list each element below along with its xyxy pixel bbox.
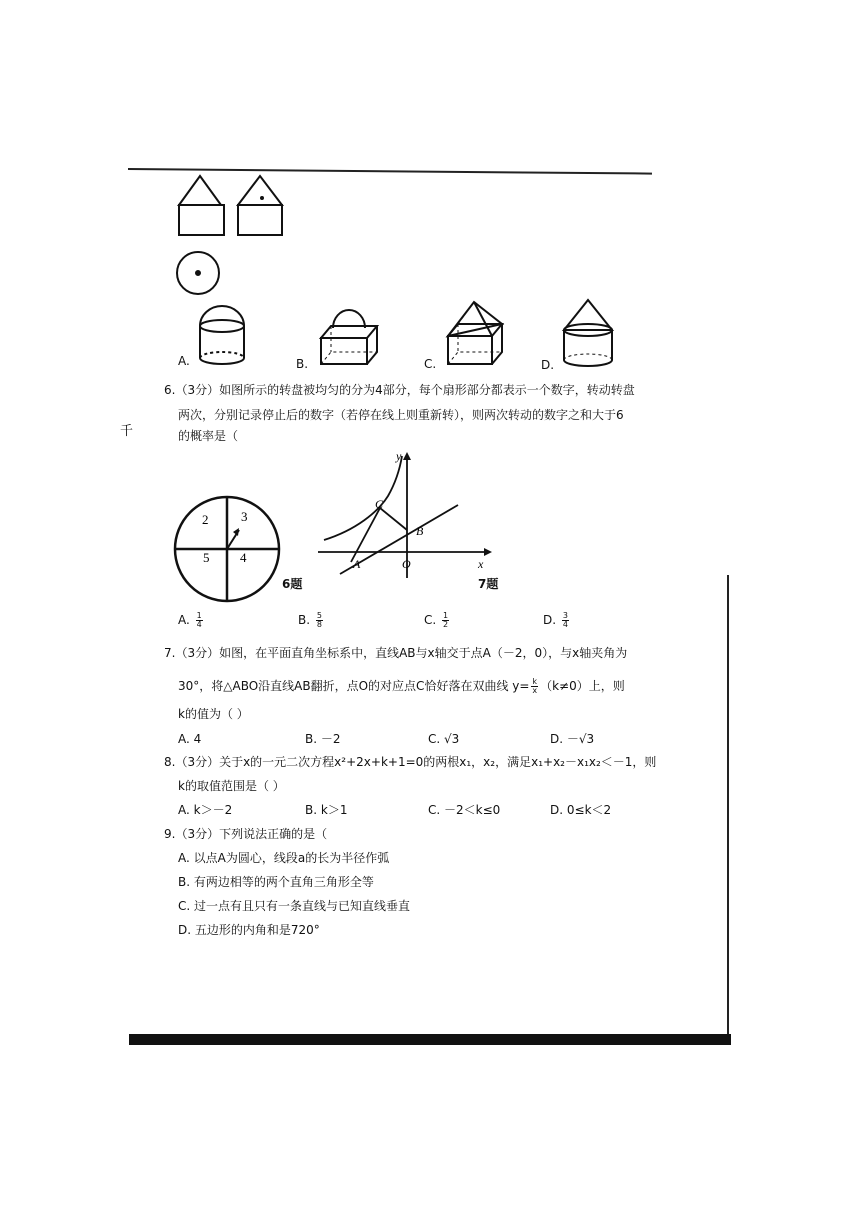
bottom-rule	[129, 1034, 731, 1045]
right-edge-rule	[727, 575, 729, 1043]
q6-option-a-fraction: $\frac{1}{4}$	[196, 611, 202, 629]
axis-label-x: x	[478, 557, 484, 571]
q7-line-2-pre: 30°，将△ABO沿直线AB翻折，点O的对应点C恰好落在双曲线 y=	[178, 679, 530, 693]
q9-line-1: 9.（3分）下列说法正确的是（	[164, 827, 328, 841]
q6-option-b	[298, 612, 325, 629]
q7-line-2-post: （k≠0）上，则	[540, 679, 625, 693]
q5-option-c-solid	[440, 296, 510, 370]
hyperbola-branch	[324, 456, 402, 540]
q8-option-b: B. k＞1	[305, 803, 348, 817]
q7-line-1: 7.（3分）如图，在平面直角坐标系中，直线AB与x轴交于点A（－2，0），与x轴夹角为	[164, 646, 628, 660]
q6-line-1: 6.（3分）如图所示的转盘被均匀的分为4部分，每个扇形部分都表示一个数字，转动转盘	[164, 383, 635, 397]
q7-line-3: k的值为（ ）	[178, 707, 249, 721]
q8-option-d: D. 0≤k＜2	[550, 803, 612, 817]
q9-option-b: B. 有两边相等的两个直角三角形全等	[178, 875, 374, 889]
q8-option-a: A. k＞－2	[178, 803, 233, 817]
q7-option-d: D. －√3	[550, 732, 595, 746]
q7-option-c: C. √3	[428, 732, 460, 746]
q7-option-b: B. －2	[305, 732, 341, 746]
q7-coordinate-figure	[316, 450, 496, 580]
triangle-acb	[351, 508, 407, 562]
q5-option-d-solid	[558, 296, 618, 370]
q7-line-2	[178, 678, 625, 695]
q6-option-c-fraction: $\frac{1}{2}$	[443, 611, 449, 629]
q5-option-d-label: D.	[541, 358, 555, 372]
q8-option-c: C. －2＜k≤0	[428, 803, 501, 817]
q5-option-b-solid	[315, 298, 385, 370]
front-view	[179, 176, 224, 235]
point-label-b: B	[416, 524, 424, 538]
q5-option-a-solid	[193, 300, 253, 368]
q6-line-2: 两次，分别记录停止后的数字（若停在线上则重新转），则两次转动的数字之和大于6	[178, 408, 624, 422]
point-label-a: A	[353, 557, 361, 571]
q6-option-d-label: D.	[543, 613, 557, 627]
q6-option-b-label: B.	[298, 613, 311, 627]
q6-option-a	[178, 612, 205, 629]
q7-option-a: A. 4	[178, 732, 202, 746]
q6-option-a-label: A.	[178, 613, 190, 627]
spinner-number-2: 2	[202, 512, 209, 527]
q5-option-a-label: A.	[178, 354, 190, 368]
q5-three-view-figure	[170, 170, 300, 300]
q6-line-3: 的概率是（	[178, 429, 239, 443]
q9-option-c: C. 过一点有且只有一条直线与已知直线垂直	[178, 899, 411, 913]
q8-line-2: k的取值范围是（ ）	[178, 779, 285, 793]
top-view	[177, 252, 219, 294]
side-view	[238, 176, 282, 235]
q9-option-d: D. 五边形的内角和是720°	[178, 923, 320, 937]
point-label-c: C	[375, 497, 384, 511]
origin-label: O	[402, 557, 411, 571]
spinner-number-5: 5	[203, 550, 210, 565]
q9-option-a: A. 以点A为圆心，线段a的长为半径作弧	[178, 851, 390, 865]
q6-option-d-fraction: $\frac{3}{4}$	[562, 611, 568, 629]
q8-line-1: 8.（3分）关于x的一元二次方程x²+2x+k+1=0的两根x₁，x₂，满足x₁+x₂－x₁x₂＜－1，则	[164, 755, 657, 769]
axis-label-y: y	[396, 450, 402, 463]
q6-option-d	[543, 612, 571, 629]
q6-option-b-fraction: $\frac{5}{8}$	[316, 611, 322, 629]
margin-mark: 千	[120, 424, 134, 439]
q6-option-c-label: C.	[424, 613, 437, 627]
q6-figure-caption: 6题	[282, 577, 303, 591]
spinner-number-3: 3	[241, 509, 248, 524]
q6-spinner-figure	[172, 494, 282, 604]
q7-hyperbola-fraction: $\frac{k}{x}$	[532, 677, 538, 695]
q5-option-c-label: C.	[424, 357, 437, 371]
q6-option-c	[424, 612, 451, 629]
q5-option-b-label: B.	[296, 357, 309, 371]
q7-figure-caption: 7题	[478, 577, 499, 591]
spinner-number-4: 4	[240, 550, 247, 565]
